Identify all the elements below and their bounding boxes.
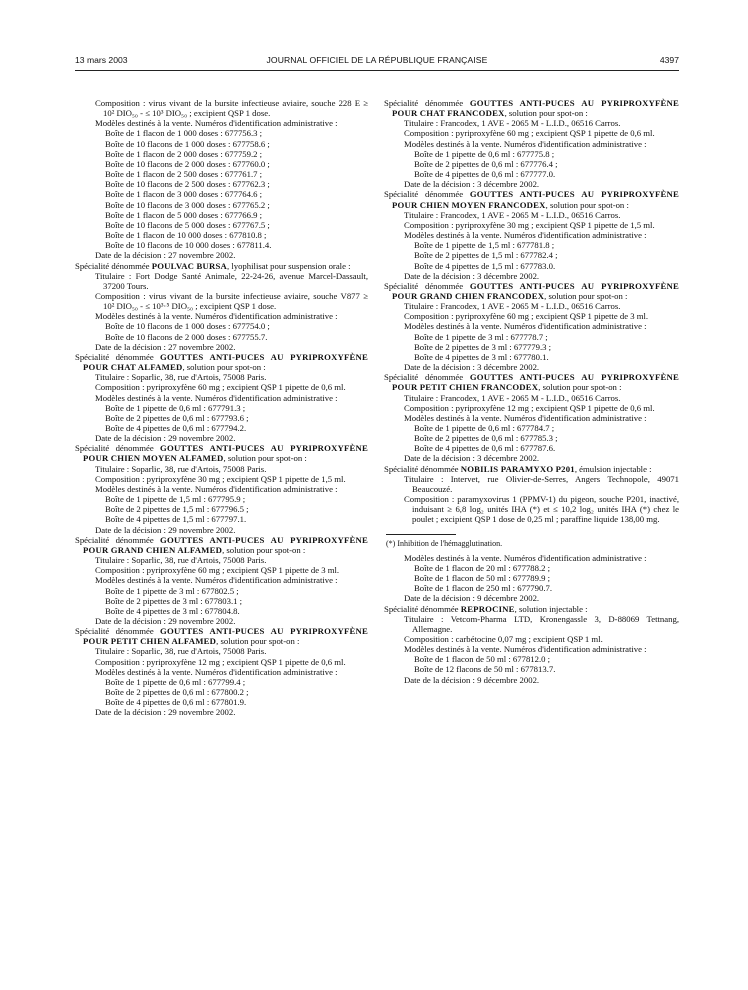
package-item: Boîte de 1 pipette de 3 ml : 677778.7 ;	[414, 331, 548, 342]
product-name: GOUTTES ANTI-PUCES AU PYRIPROXYFÈNE POUR CHIEN MOYEN FRANCODEX	[392, 189, 679, 210]
decision-block	[75, 535, 368, 626]
titulaire: Titulaire : Intervet, rue Olivier-de-Serres, Angers Technopole, 49071 Beaucouzé.	[404, 473, 679, 494]
decision-block	[75, 352, 368, 443]
titulaire: Titulaire : Francodex, 1 AVE - 2065 M - L.I.D., 06516 Carros.	[404, 392, 621, 403]
package-item: Boîte de 1 pipette de 3 ml : 677802.5 ;	[105, 585, 239, 596]
right-column	[384, 98, 679, 685]
package-item: Boîte de 1 flacon de 2 500 doses : 677761.7 ;	[105, 169, 263, 180]
package-item: Boîte de 1 pipette de 1,5 ml : 677795.9 ;	[105, 494, 246, 505]
decision-block	[384, 464, 679, 604]
footnote-rule	[386, 534, 456, 535]
product-name: GOUTTES ANTI-PUCES AU PYRIPROXYFÈNE POUR PETIT CHIEN FRANCODEX	[392, 372, 679, 393]
decision-date: Date de la décision : 9 décembre 2002.	[404, 593, 540, 604]
titulaire: Titulaire : Vetcom-Pharma LTD, Kronengassle 3, D-88069 Tettnang, Allemagne.	[404, 613, 679, 634]
decision-date: Date de la décision : 27 novembre 2002.	[95, 250, 236, 261]
product-name: GOUTTES ANTI-PUCES AU PYRIPROXYFÈNE POUR CHAT FRANCODEX	[392, 98, 679, 119]
composition: Composition : pyriproxyfène 60 mg ; excipient QSP 1 pipette de 0,6 ml.	[95, 382, 346, 393]
decision-block	[384, 189, 679, 280]
package-list	[384, 423, 679, 453]
titulaire: Titulaire : Soparlic, 38, rue d'Artois, 75008 Paris.	[95, 555, 267, 566]
decision-block	[75, 98, 368, 261]
spec-form: , solution pour spot-on :	[538, 382, 622, 393]
composition: Composition : carbétocine 0,07 mg ; excipient QSP 1 ml.	[404, 633, 603, 644]
composition: Composition : pyriproxyfène 60 mg ; excipient QSP 1 pipette de 3 ml.	[95, 565, 340, 576]
product-name: GOUTTES ANTI-PUCES AU PYRIPROXYFÈNE POUR GRAND CHIEN FRANCODEX	[392, 280, 679, 301]
decision-date: Date de la décision : 3 décembre 2002.	[404, 362, 540, 373]
product-name: GOUTTES ANTI-PUCES AU PYRIPROXYFÈNE POUR CHIEN MOYEN ALFAMED	[83, 443, 368, 464]
decision-date: Date de la décision : 29 novembre 2002.	[95, 433, 236, 444]
decision-date: Date de la décision : 3 décembre 2002.	[404, 270, 540, 281]
footnote: (*) Inhibition de l'hémagglutination.	[386, 538, 503, 548]
package-item: Boîte de 10 flacons de 3 000 doses : 677765.2 ;	[105, 199, 270, 210]
package-item: Boîte de 2 pipettes de 0,6 ml : 677785.3 ;	[414, 433, 558, 444]
package-list	[384, 654, 679, 674]
package-item: Boîte de 2 pipettes de 3 ml : 677803.1 ;	[105, 595, 243, 606]
decision-block	[75, 443, 368, 534]
titulaire: Titulaire : Francodex, 1 AVE - 2065 M - L.I.D., 06516 Carros.	[404, 209, 621, 220]
spec-form: , lyophilisat pour suspension orale :	[226, 260, 351, 271]
spec-intro: Spécialité dénommée	[75, 534, 161, 545]
product-name: GOUTTES ANTI-PUCES AU PYRIPROXYFÈNE POUR PETIT CHIEN ALFAMED	[83, 626, 368, 647]
header-rule	[75, 70, 679, 71]
specialty-heading	[384, 98, 679, 118]
package-item: Boîte de 4 pipettes de 0,6 ml : 677787.6.	[414, 443, 556, 454]
package-list	[384, 240, 679, 270]
package-item: Boîte de 2 pipettes de 0,6 ml : 677793.6 ;	[105, 412, 249, 423]
specialty-heading	[384, 604, 679, 614]
package-item: Boîte de 4 pipettes de 0,6 ml : 677801.9.	[105, 697, 247, 708]
spec-form: , solution injectable :	[514, 603, 588, 614]
package-item: Boîte de 12 flacons de 50 ml : 677813.7.	[414, 664, 556, 675]
package-item: Boîte de 2 pipettes de 3 ml : 677779.3 ;	[414, 341, 552, 352]
package-item: Boîte de 4 pipettes de 3 ml : 677804.8.	[105, 605, 240, 616]
package-item: Boîte de 1 flacon de 50 ml : 677789.9 ;	[414, 573, 551, 584]
spec-form: , solution pour spot-on :	[182, 362, 266, 373]
package-item: Boîte de 2 pipettes de 0,6 ml : 677800.2 ;	[105, 687, 249, 698]
modeles-heading: Modèles destinés à la vente. Numéros d'identification administrative :	[95, 575, 338, 586]
package-item: Boîte de 1 flacon de 5 000 doses : 677766.9 ;	[105, 209, 263, 220]
decision-block	[75, 261, 368, 352]
package-list	[384, 149, 679, 179]
issue-date: 13 mars 2003	[75, 55, 128, 65]
package-item: Boîte de 4 pipettes de 1,5 ml : 677797.1.	[105, 514, 247, 525]
modeles-heading: Modèles destinés à la vente. Numéros d'identification administrative :	[404, 138, 647, 149]
left-column	[75, 98, 368, 718]
page-header	[75, 55, 679, 69]
package-item: Boîte de 1 flacon de 10 000 doses : 677810.8 ;	[105, 230, 267, 241]
specialty-heading	[75, 443, 368, 463]
decision-block	[384, 98, 679, 189]
spec-intro: Spécialité dénommée	[384, 98, 470, 108]
modeles-heading: Modèles destinés à la vente. Numéros d'identification administrative :	[404, 230, 647, 241]
product-name: GOUTTES ANTI-PUCES AU PYRIPROXYFÈNE POUR GRAND CHIEN ALFAMED	[83, 534, 368, 555]
package-item: Boîte de 10 flacons de 10 000 doses : 677811.4.	[105, 240, 272, 251]
package-list	[75, 403, 368, 433]
package-item: Boîte de 10 flacons de 2 500 doses : 677762.3 ;	[105, 179, 270, 190]
package-item: Boîte de 2 pipettes de 0,6 ml : 677776.4 ;	[414, 158, 558, 169]
package-list	[75, 677, 368, 707]
package-item: Boîte de 2 pipettes de 1,5 ml : 677796.5 ;	[105, 504, 249, 515]
composition: Composition : pyriproxyfène 12 mg ; excipient QSP 1 pipette de 0,6 ml.	[95, 656, 346, 667]
spec-intro: Spécialité dénommée	[75, 260, 152, 271]
package-item: Boîte de 4 pipettes de 0,6 ml : 677794.2.	[105, 423, 247, 433]
spec-intro: Spécialité dénommée	[75, 351, 161, 362]
package-item: Boîte de 1 flacon de 2 000 doses : 677759.2 ;	[105, 148, 263, 159]
package-item: Boîte de 1 flacon de 3 000 doses : 677764.6 ;	[105, 189, 263, 200]
specialty-heading	[75, 626, 368, 646]
decision-block	[384, 372, 679, 463]
product-name: POULVAC BURSA	[151, 260, 227, 271]
decision-date: Date de la décision : 29 novembre 2002.	[95, 524, 236, 535]
package-list	[75, 128, 368, 250]
spec-intro: Spécialité dénommée	[384, 189, 470, 200]
package-item: Boîte de 1 flacon de 250 ml : 677790.7.	[414, 583, 553, 594]
specialty-heading	[384, 372, 679, 392]
modeles-heading: Modèles destinés à la vente. Numéros d'identification administrative :	[404, 552, 647, 563]
specialty-heading	[75, 261, 368, 271]
page-number: 4397	[659, 55, 679, 65]
decision-block	[384, 604, 679, 685]
package-list	[75, 321, 368, 341]
journal-title: JOURNAL OFFICIEL DE LA RÉPUBLIQUE FRANÇAISE	[266, 55, 488, 65]
spec-form: , solution pour spot-on :	[223, 453, 307, 464]
spec-form: , solution pour spot-on :	[222, 544, 306, 555]
titulaire: Titulaire : Francodex, 1 AVE - 2065 M - L.I.D., 06516 Carros.	[404, 301, 621, 312]
package-item: Boîte de 10 flacons de 1 000 doses : 677754.0 ;	[105, 321, 270, 332]
modeles-heading: Modèles destinés à la vente. Numéros d'identification administrative :	[404, 321, 647, 332]
spec-intro: Spécialité dénommée	[75, 443, 161, 454]
titulaire: Titulaire : Soparlic, 38, rue d'Artois, 75008 Paris.	[95, 646, 267, 657]
composition: Composition : pyriproxyfène 12 mg ; excipient QSP 1 pipette de 0,6 ml.	[404, 402, 655, 413]
modeles-heading: Modèles destinés à la vente. Numéros d'identification administrative :	[404, 412, 647, 423]
composition: Composition : virus vivant de la bursite infectieuse aviaire, souche 228 E ≥ 10² DIO₅₀ - ≤ 10³ DIO₅₀ ; excipient QSP 1 dose.	[95, 98, 368, 119]
package-item: Boîte de 1 pipette de 0,6 ml : 677791.3 ;	[105, 402, 246, 413]
composition: Composition : paramyxovirus 1 (PPMV-1) du pigeon, souche P201, inactivé, induisant ≥ 6,8 log₂ unités IHA (*) et ≤ 10,2 log₂ unités IHA (*) chez le poulet ; excipient QSP 1 dose de 0,25 ml ; paraffine liquide 138,00 mg.	[404, 494, 679, 525]
titulaire: Titulaire : Soparlic, 38, rue d'Artois, 75008 Paris.	[95, 463, 267, 474]
composition: Composition : pyriproxyfène 30 mg ; excipient QSP 1 pipette de 1,5 ml.	[95, 473, 346, 484]
spec-intro: Spécialité dénommée	[384, 280, 470, 291]
titulaire: Titulaire : Fort Dodge Santé Animale, 22-24-26, avenue Marcel-Dassault, 37200 Tours.	[95, 270, 368, 291]
composition: Composition : pyriproxyfène 30 mg ; excipient QSP 1 pipette de 1,5 ml.	[404, 219, 655, 230]
composition: Composition : virus vivant de la bursite infectieuse aviaire, souche V877 ≥ 10² DIO₅₀ - ≤ 10³·⁵ DIO₅₀ ; excipient QSP 1 dose.	[95, 290, 368, 312]
package-list	[384, 563, 679, 593]
package-list	[75, 494, 368, 524]
decision-date: Date de la décision : 9 décembre 2002.	[404, 674, 540, 685]
decision-block	[75, 626, 368, 717]
decision-date: Date de la décision : 27 novembre 2002.	[95, 341, 236, 352]
titulaire: Titulaire : Francodex, 1 AVE - 2065 M - L.I.D., 06516 Carros.	[404, 118, 621, 129]
product-name: GOUTTES ANTI-PUCES AU PYRIPROXYFÈNE POUR CHAT ALFAMED	[83, 351, 368, 373]
package-list	[75, 586, 368, 616]
product-name: REPROCINE	[460, 603, 515, 614]
specialty-heading	[75, 352, 368, 372]
spec-intro: Spécialité dénommée	[75, 626, 161, 637]
modeles-heading: Modèles destinés à la vente. Numéros d'identification administrative :	[95, 392, 338, 403]
package-list	[384, 332, 679, 362]
package-item: Boîte de 1 flacon de 50 ml : 677812.0 ;	[414, 654, 551, 665]
spec-form: , émulsion injectable :	[574, 463, 652, 474]
decision-date: Date de la décision : 29 novembre 2002.	[95, 707, 236, 718]
package-item: Boîte de 4 pipettes de 1,5 ml : 677783.0.	[414, 260, 556, 271]
package-item: Boîte de 2 pipettes de 1,5 ml : 677782.4 ;	[414, 250, 558, 261]
package-item: Boîte de 10 flacons de 5 000 doses : 677767.5 ;	[105, 219, 270, 230]
decision-date: Date de la décision : 29 novembre 2002.	[95, 615, 236, 626]
modeles-heading: Modèles destinés à la vente. Numéros d'identification administrative :	[95, 483, 338, 494]
package-item: Boîte de 10 flacons de 1 000 doses : 677758.6 ;	[105, 138, 270, 149]
modeles-heading: Modèles destinés à la vente. Numéros d'identification administrative :	[95, 666, 338, 677]
spec-form: , solution pour spot-on :	[545, 199, 629, 210]
package-item: Boîte de 1 flacon de 20 ml : 677788.2 ;	[414, 562, 551, 573]
specialty-heading	[384, 464, 679, 474]
spec-intro: Spécialité dénommée	[384, 603, 461, 614]
product-name: NOBILIS PARAMYXO P201	[460, 463, 575, 474]
package-item: Boîte de 1 pipette de 0,6 ml : 677775.8 ;	[414, 148, 555, 159]
specialty-heading	[384, 189, 679, 209]
composition: Composition : pyriproxyfène 60 mg ; excipient QSP 1 pipette de 3 ml.	[404, 311, 649, 322]
decision-date: Date de la décision : 3 décembre 2002.	[404, 453, 540, 464]
package-item: Boîte de 4 pipettes de 0,6 ml : 677777.0.	[414, 169, 556, 180]
spec-form: , solution pour spot-on :	[216, 636, 300, 647]
composition: Composition : pyriproxyfène 60 mg ; excipient QSP 1 pipette de 0,6 ml.	[404, 128, 655, 139]
titulaire: Titulaire : Soparlic, 38, rue d'Artois, 75008 Paris.	[95, 372, 267, 383]
package-item: Boîte de 1 pipette de 0,6 ml : 677784.7 ;	[414, 423, 555, 433]
package-item: Boîte de 1 flacon de 1 000 doses : 677756.3 ;	[105, 128, 263, 139]
specialty-heading	[75, 535, 368, 555]
modeles-heading: Modèles destinés à la vente. Numéros d'identification administrative :	[95, 118, 338, 129]
spec-form: , solution pour spot-on :	[504, 108, 588, 119]
package-item: Boîte de 1 pipette de 0,6 ml : 677799.4 ;	[105, 676, 246, 687]
spec-intro: Spécialité dénommée	[384, 463, 461, 474]
package-item: Boîte de 10 flacons de 2 000 doses : 677760.0 ;	[105, 158, 270, 169]
package-item: Boîte de 10 flacons de 2 000 doses : 677755.7.	[105, 331, 268, 342]
decision-date: Date de la décision : 3 décembre 2002.	[404, 179, 540, 190]
package-item: Boîte de 1 pipette de 1,5 ml : 677781.8 ;	[414, 240, 555, 251]
modeles-heading: Modèles destinés à la vente. Numéros d'identification administrative :	[404, 644, 647, 655]
specialty-heading	[384, 281, 679, 301]
decision-block	[384, 281, 679, 372]
spec-form: , solution pour spot-on :	[544, 290, 628, 301]
modeles-heading: Modèles destinés à la vente. Numéros d'identification administrative :	[95, 311, 338, 322]
spec-intro: Spécialité dénommée	[384, 372, 470, 383]
package-item: Boîte de 4 pipettes de 3 ml : 677780.1.	[414, 351, 549, 362]
